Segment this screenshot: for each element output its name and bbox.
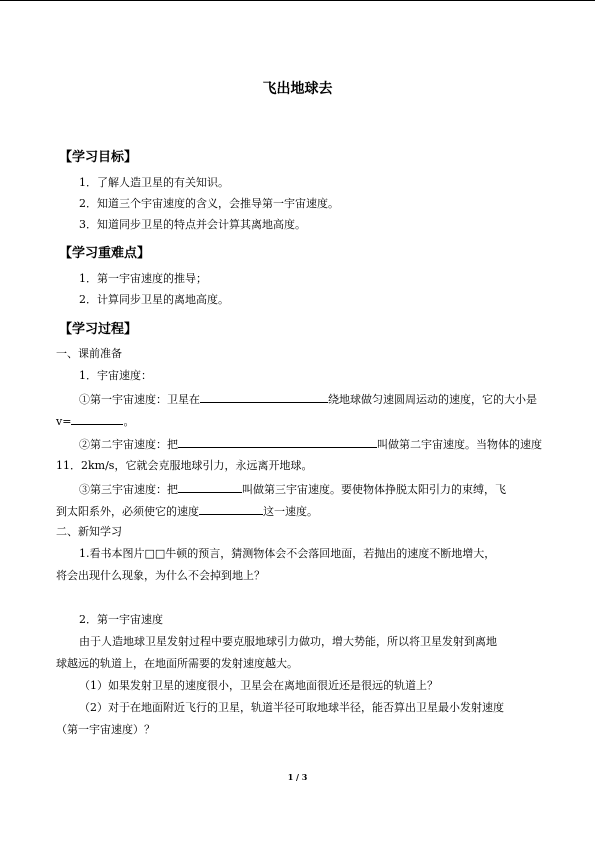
question2-title: 2．第一宇宙速度 [79,613,163,626]
first-speed-text-c: v= [56,415,72,428]
question2-paragraph-line1: 由于人造地球卫星发射过程中要克服地球引力做功，增大势能，所以将卫星发射到离地 [79,635,497,648]
goals-heading: 【学习目标】 [59,150,138,165]
page-title: 飞出地球去 [262,81,333,97]
fill-blank[interactable] [178,436,377,448]
fill-blank[interactable] [200,391,328,403]
question2-sub2-line1: （2）对于在地面附近飞行的卫星，轨道半径可取地球半径，能否算出卫星最小发射速度 [79,701,504,714]
keypoint-item: 2．计算同步卫星的离地高度。 [79,293,229,306]
page-number: 1 / 3 [287,772,308,782]
second-speed-text-a: ②第二宇宙速度：把 [79,438,178,451]
third-speed-text-c: 到太阳系外，必须使它的速度 [56,505,199,518]
third-speed-line [79,481,506,497]
first-speed-text-d: 。 [123,415,135,428]
fill-blank[interactable] [71,413,123,425]
first-speed-text-a: ①第一宇宙速度：卫星在 [79,393,200,406]
goal-item: 2．知道三个宇宙速度的含义，会推导第一宇宙速度。 [79,197,339,210]
question2-sub2-line2: （第一宇宙速度）？ [56,723,155,736]
third-speed-line2 [56,503,318,519]
question1-line2: 将会出现什么现象，为什么不会掉到地上？ [56,569,265,582]
first-speed-line [79,391,537,407]
question1-line1: 1.看书本图片□□牛顿的预言，猜测物体会不会落回地面，若抛出的速度不断地增大， [79,547,496,560]
goal-item: 3．知道同步卫星的特点并会计算其离地高度。 [79,218,306,231]
first-speed-line2 [56,413,134,429]
third-speed-text-a: ③第三宇宙速度：把 [79,483,178,496]
process-heading: 【学习过程】 [59,322,138,337]
cosmic-speed-label: 1．宇宙速度： [79,369,152,382]
keypoint-item: 1．第一宇宙速度的推导； [79,272,207,285]
fill-blank[interactable] [178,481,242,493]
second-speed-text-b: 叫做第二宇宙速度。当物体的速度 [377,438,542,451]
top-rule [0,0,595,1]
third-speed-text-b: 叫做第三宇宙速度。要使物体挣脱太阳引力的束缚，飞 [242,483,506,496]
first-speed-text-b: 绕地球做匀速圆周运动的速度，它的大小是 [328,393,537,406]
second-speed-line2: 11．2km/s，它就会克服地球引力，永远离开地球。 [56,459,313,472]
third-speed-text-d: 这一速度。 [263,505,318,518]
question2-sub1: （1）如果发射卫星的速度很小，卫星会在离地面很近还是很远的轨道上？ [79,679,438,692]
part2-title: 二、新知学习 [56,525,122,538]
question2-paragraph-line2: 球越远的轨道上，在地面所需要的发射速度越大。 [56,657,298,670]
second-speed-line [79,436,542,452]
part1-title: 一、课前准备 [56,347,122,360]
fill-blank[interactable] [199,503,263,515]
goal-item: 1．了解人造卫星的有关知识。 [79,176,229,189]
keypoints-heading: 【学习重难点】 [59,246,151,261]
